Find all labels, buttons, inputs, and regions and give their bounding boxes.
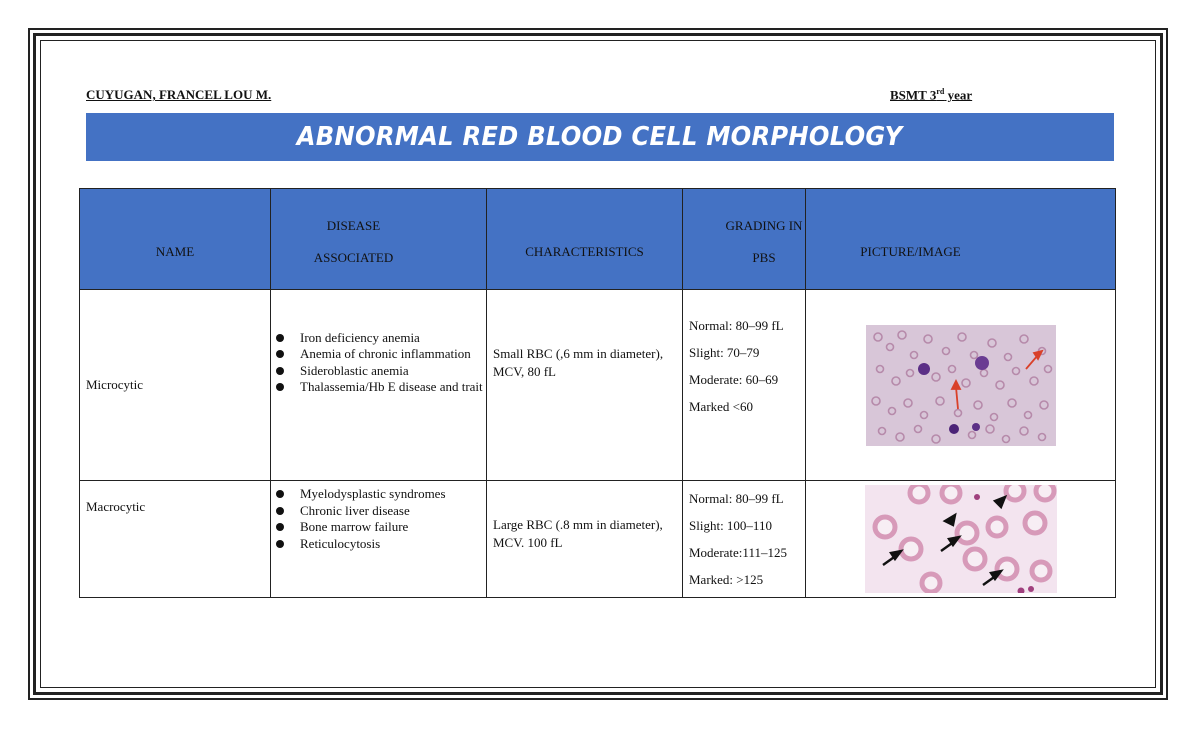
list-item: Bone marrow failure — [300, 519, 485, 536]
grading-item: Normal: 80–99 fL — [689, 318, 784, 333]
cell-diseases — [271, 481, 487, 598]
header-name-text: NAME — [155, 244, 195, 259]
list-item: Myelodysplastic syndromes — [300, 486, 485, 503]
cell-name: Microcytic — [80, 290, 271, 481]
grading-item: Slight: 70–79 — [689, 345, 760, 360]
cell-image — [806, 481, 1116, 598]
course-year-suffix: year — [944, 87, 973, 103]
cell-characteristics — [487, 481, 683, 598]
list-item: Iron deficiency anemia — [300, 330, 485, 347]
header-grading-line2: PBS — [752, 250, 776, 265]
student-name: CUYUGAN, FRANCEL LOU M. — [86, 87, 272, 102]
header-grading-line1: GRADING IN — [725, 218, 803, 233]
list-item: Thalassemia/Hb E disease and trait — [300, 379, 485, 396]
microcytic-smear-image — [866, 325, 1056, 446]
header-grading — [683, 189, 806, 290]
header-picture-text: PICTURE/IMAGE — [860, 244, 961, 259]
header-disease-line2: ASSOCIATED — [313, 250, 394, 265]
course-year-sup: rd — [936, 87, 945, 96]
list-item: Sideroblastic anemia — [300, 363, 485, 380]
list-item: Chronic liver disease — [300, 503, 485, 520]
table-row — [80, 481, 1116, 598]
morphology-table — [79, 188, 1116, 598]
page-title: ABNORMAL RED BLOOD CELL MORPHOLOGY — [297, 122, 903, 152]
grading-item: Marked <60 — [689, 399, 754, 414]
cell-name-text: Macrocytic — [86, 499, 146, 514]
grading-item: Marked: >125 — [689, 572, 764, 587]
course-year-prefix: BSMT 3 — [890, 87, 937, 103]
cell-characteristics — [487, 290, 683, 481]
cell-diseases — [271, 290, 487, 481]
characteristics-text: Large RBC (.8 mm in diameter), MCV. 100 fL — [493, 517, 663, 550]
grading-item: Normal: 80–99 fL — [689, 491, 784, 506]
grading-item: Moderate: 60–69 — [689, 372, 779, 387]
header-characteristics-text: CHARACTERISTICS — [525, 244, 644, 259]
disease-list — [272, 330, 485, 396]
disease-list — [272, 486, 485, 552]
header-disease-line1: DISEASE — [326, 218, 381, 233]
header-characteristics — [487, 189, 683, 290]
cell-grading — [683, 290, 806, 481]
course-year — [890, 87, 972, 103]
header-picture — [806, 189, 1116, 290]
title-banner — [86, 113, 1114, 161]
table-header-row — [80, 189, 1116, 290]
table-row — [80, 290, 1116, 481]
cell-name — [80, 481, 271, 598]
grading-item: Slight: 100–110 — [689, 518, 772, 533]
list-item: Reticulocytosis — [300, 536, 485, 553]
header-disease — [271, 189, 487, 290]
cell-image — [806, 290, 1116, 481]
grading-item: Moderate:111–125 — [689, 545, 787, 560]
characteristics-text: Small RBC (,6 mm in diameter), MCV, 80 fL — [493, 346, 664, 379]
list-item: Anemia of chronic inflammation — [300, 346, 485, 363]
macrocytic-smear-image — [865, 485, 1057, 593]
cell-grading — [683, 481, 806, 598]
